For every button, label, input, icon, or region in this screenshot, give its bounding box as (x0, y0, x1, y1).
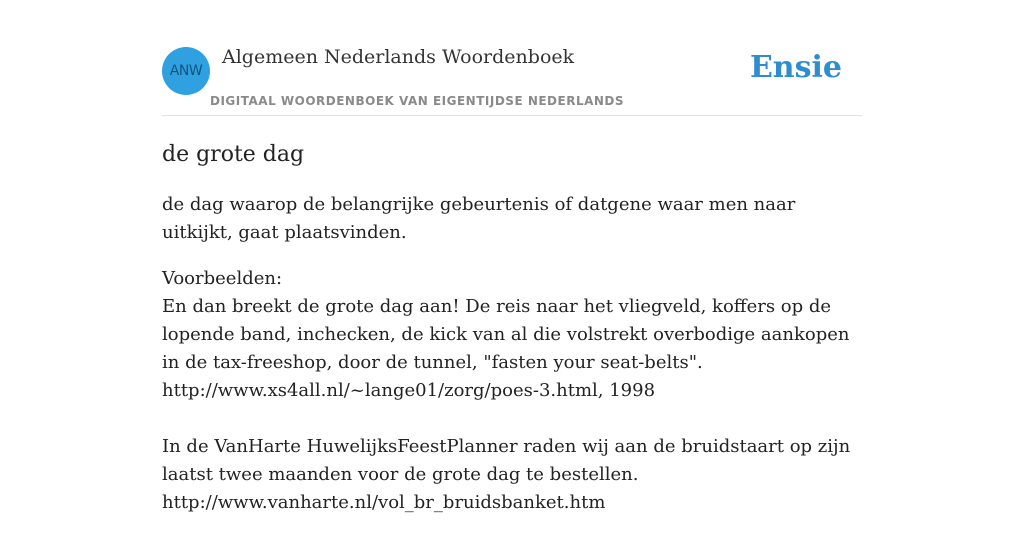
example-source: http://www.xs4all.nl/~lange01/zorg/poes-3.html, 1998 (162, 380, 656, 401)
example-item (162, 293, 867, 405)
entry-term: de grote dag (162, 142, 305, 167)
site-title[interactable]: Algemeen Nederlands Woordenboek (222, 46, 575, 68)
example-text: In de VanHarte HuwelijksFeestPlanner raden wij aan de bruidstaart op zijn laatst twee maanden voor de grote dag te bestellen. (162, 436, 851, 485)
examples-section (162, 265, 867, 517)
example-item (162, 433, 867, 517)
example-text: En dan breekt de grote dag aan! De reis naar het vliegveld, koffers op de lopende band, inchecken, de kick van al die volstrekt overbodige aankopen in de tax-freeshop, door de tunnel, "fasten your seat-belts". (162, 296, 850, 373)
entry-definition: de dag waarop de belangrijke gebeurtenis of datgene waar men naar uitkijkt, gaat plaatsvinden. (162, 194, 796, 243)
site-header (162, 44, 862, 116)
example-source: http://www.vanharte.nl/vol_br_bruidsbanket.htm (162, 492, 606, 513)
header-divider (162, 115, 862, 116)
examples-label: Voorbeelden: (162, 268, 283, 289)
logo-text: ANW (169, 63, 203, 79)
site-subtitle: DIGITAAL WOORDENBOEK VAN EIGENTIJDSE NEDERLANDS (210, 94, 625, 108)
entry-content (162, 139, 867, 545)
ensie-brand-link[interactable]: Ensie (749, 50, 842, 85)
anw-logo[interactable] (162, 47, 210, 95)
